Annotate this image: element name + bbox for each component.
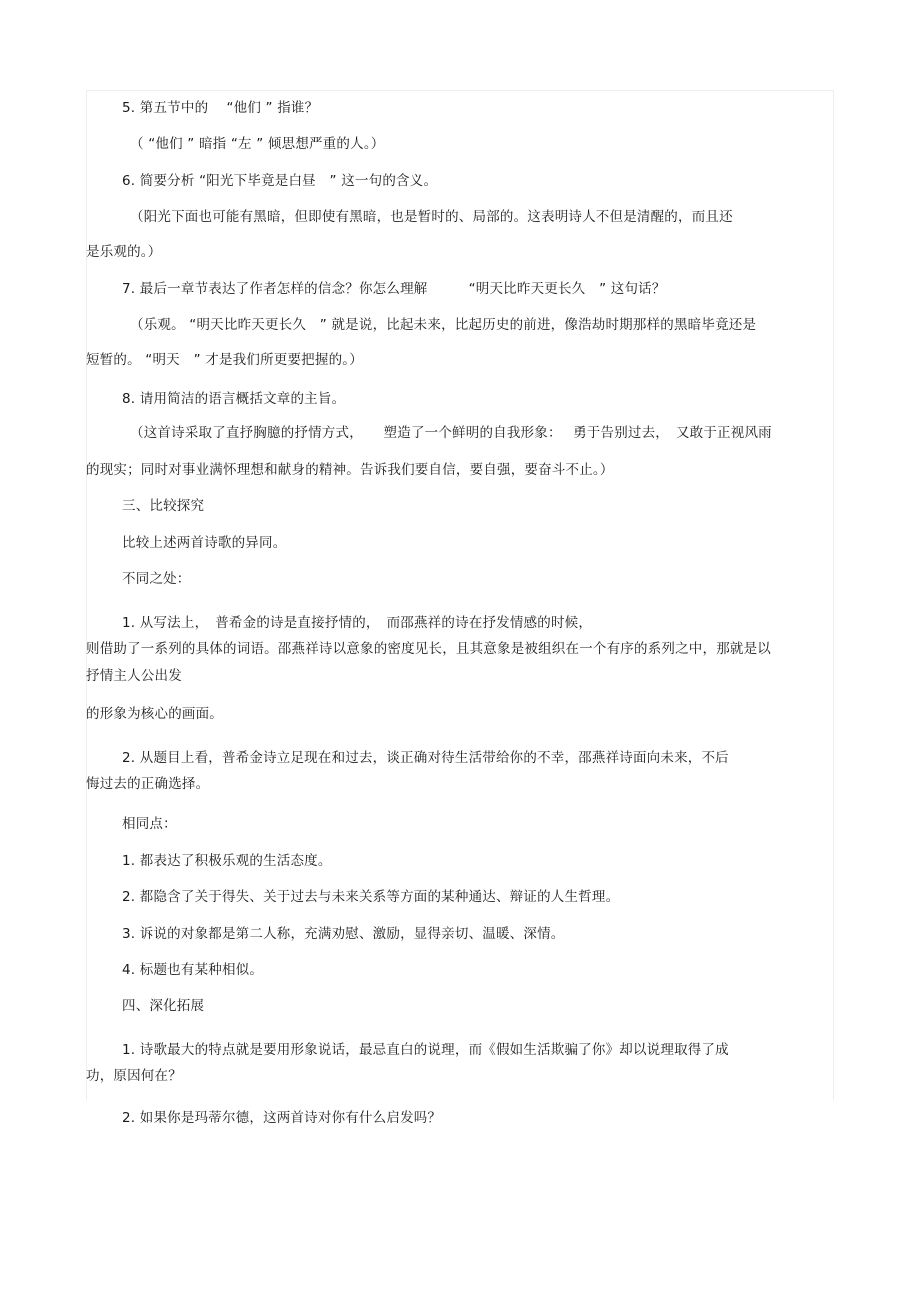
same-item: 1. 都表达了积极乐观的生活态度。 [122,853,332,869]
q7-answer-line2: 短暂的。 “明天 ” 才是我们所更要把握的。） [86,352,363,368]
q6-question: 6. 简要分析 “阳光下毕竟是白昼 ” 这一句的含义。 [122,173,438,189]
diff1-line4: 的形象为核心的画面。 [86,706,223,722]
q7-answer-line1: （乐观。 “明天比昨天更长久 ” 就是说，比起未来，比起历史的前进，像浩劫时期那样的黑暗毕竟还是 [130,317,757,333]
q8-question: 8. 请用简洁的语言概括文章的主旨。 [122,391,346,407]
diff1-line2: 则借助了一系列的具体的词语。邵燕祥诗以意象的密度见长，且其意象是被组织在一个有序的系列之中，那就是以 [86,641,771,657]
section4-q2: 2. 如果你是玛蒂尔德，这两首诗对你有什么启发吗？ [122,1110,442,1126]
q8-answer-line1: （这首诗采取了直抒胸臆的抒情方式， 塑造了一个鲜明的自我形象： 勇于告别过去， 又敢于正视风雨 [130,425,772,441]
same-item: 3. 诉说的对象都是第二人称，充满劝慰、激励，显得亲切、温暖、深情。 [122,926,565,942]
same-heading: 相同点： [122,816,177,832]
q5-answer: （ “他们 ” 暗指 “左 ” 倾思想严重的人。） [130,136,385,152]
page-frame [86,90,834,1100]
diff2-line2: 悔过去的正确选择。 [86,776,210,792]
section3-intro: 比较上述两首诗歌的异同。 [122,535,287,551]
section4-q1-line2: 功，原因何在？ [86,1068,182,1084]
same-item: 4. 标题也有某种相似。 [122,962,264,978]
q6-answer-line1: （阳光下面也可能有黑暗，但即使有黑暗，也是暂时的、局部的。这表明诗人不但是清醒的，而且还 [130,209,733,225]
q6-answer-line2: 是乐观的。） [86,244,162,260]
diff-heading: 不同之处： [122,571,191,587]
section4-heading: 四、深化拓展 [122,998,205,1014]
section4-q1-line1: 1. 诗歌最大的特点就是要用形象说话，最忌直白的说理，而《假如生活欺骗了你》却以说理取得了成 [122,1042,729,1058]
same-item: 2. 都隐含了关于得失、关于过去与未来关系等方面的某种通达、辩证的人生哲理。 [122,889,620,905]
section3-heading: 三、比较探究 [122,498,205,514]
diff2-line1: 2. 从题目上看，普希金诗立足现在和过去，谈正确对待生活带给你的不幸，邵燕祥诗面向未来，不后 [122,750,729,766]
q5-question: 5. 第五节中的 “他们 ” 指谁？ [122,100,319,116]
diff1-line3: 抒情主人公出发 [86,668,182,684]
q7-question: 7. 最后一章节表达了作者怎样的信念？你怎么理解 “明天比昨天更长久 ” 这句话？ [122,281,666,297]
diff1-line1: 1. 从写法上， 普希金的诗是直接抒情的， 而邵燕祥的诗在抒发情感的时候， [122,615,593,631]
q8-answer-line2: 的现实；同时对事业满怀理想和献身的精神。告诉我们要自信，要自强，要奋斗不止。） [86,462,614,478]
